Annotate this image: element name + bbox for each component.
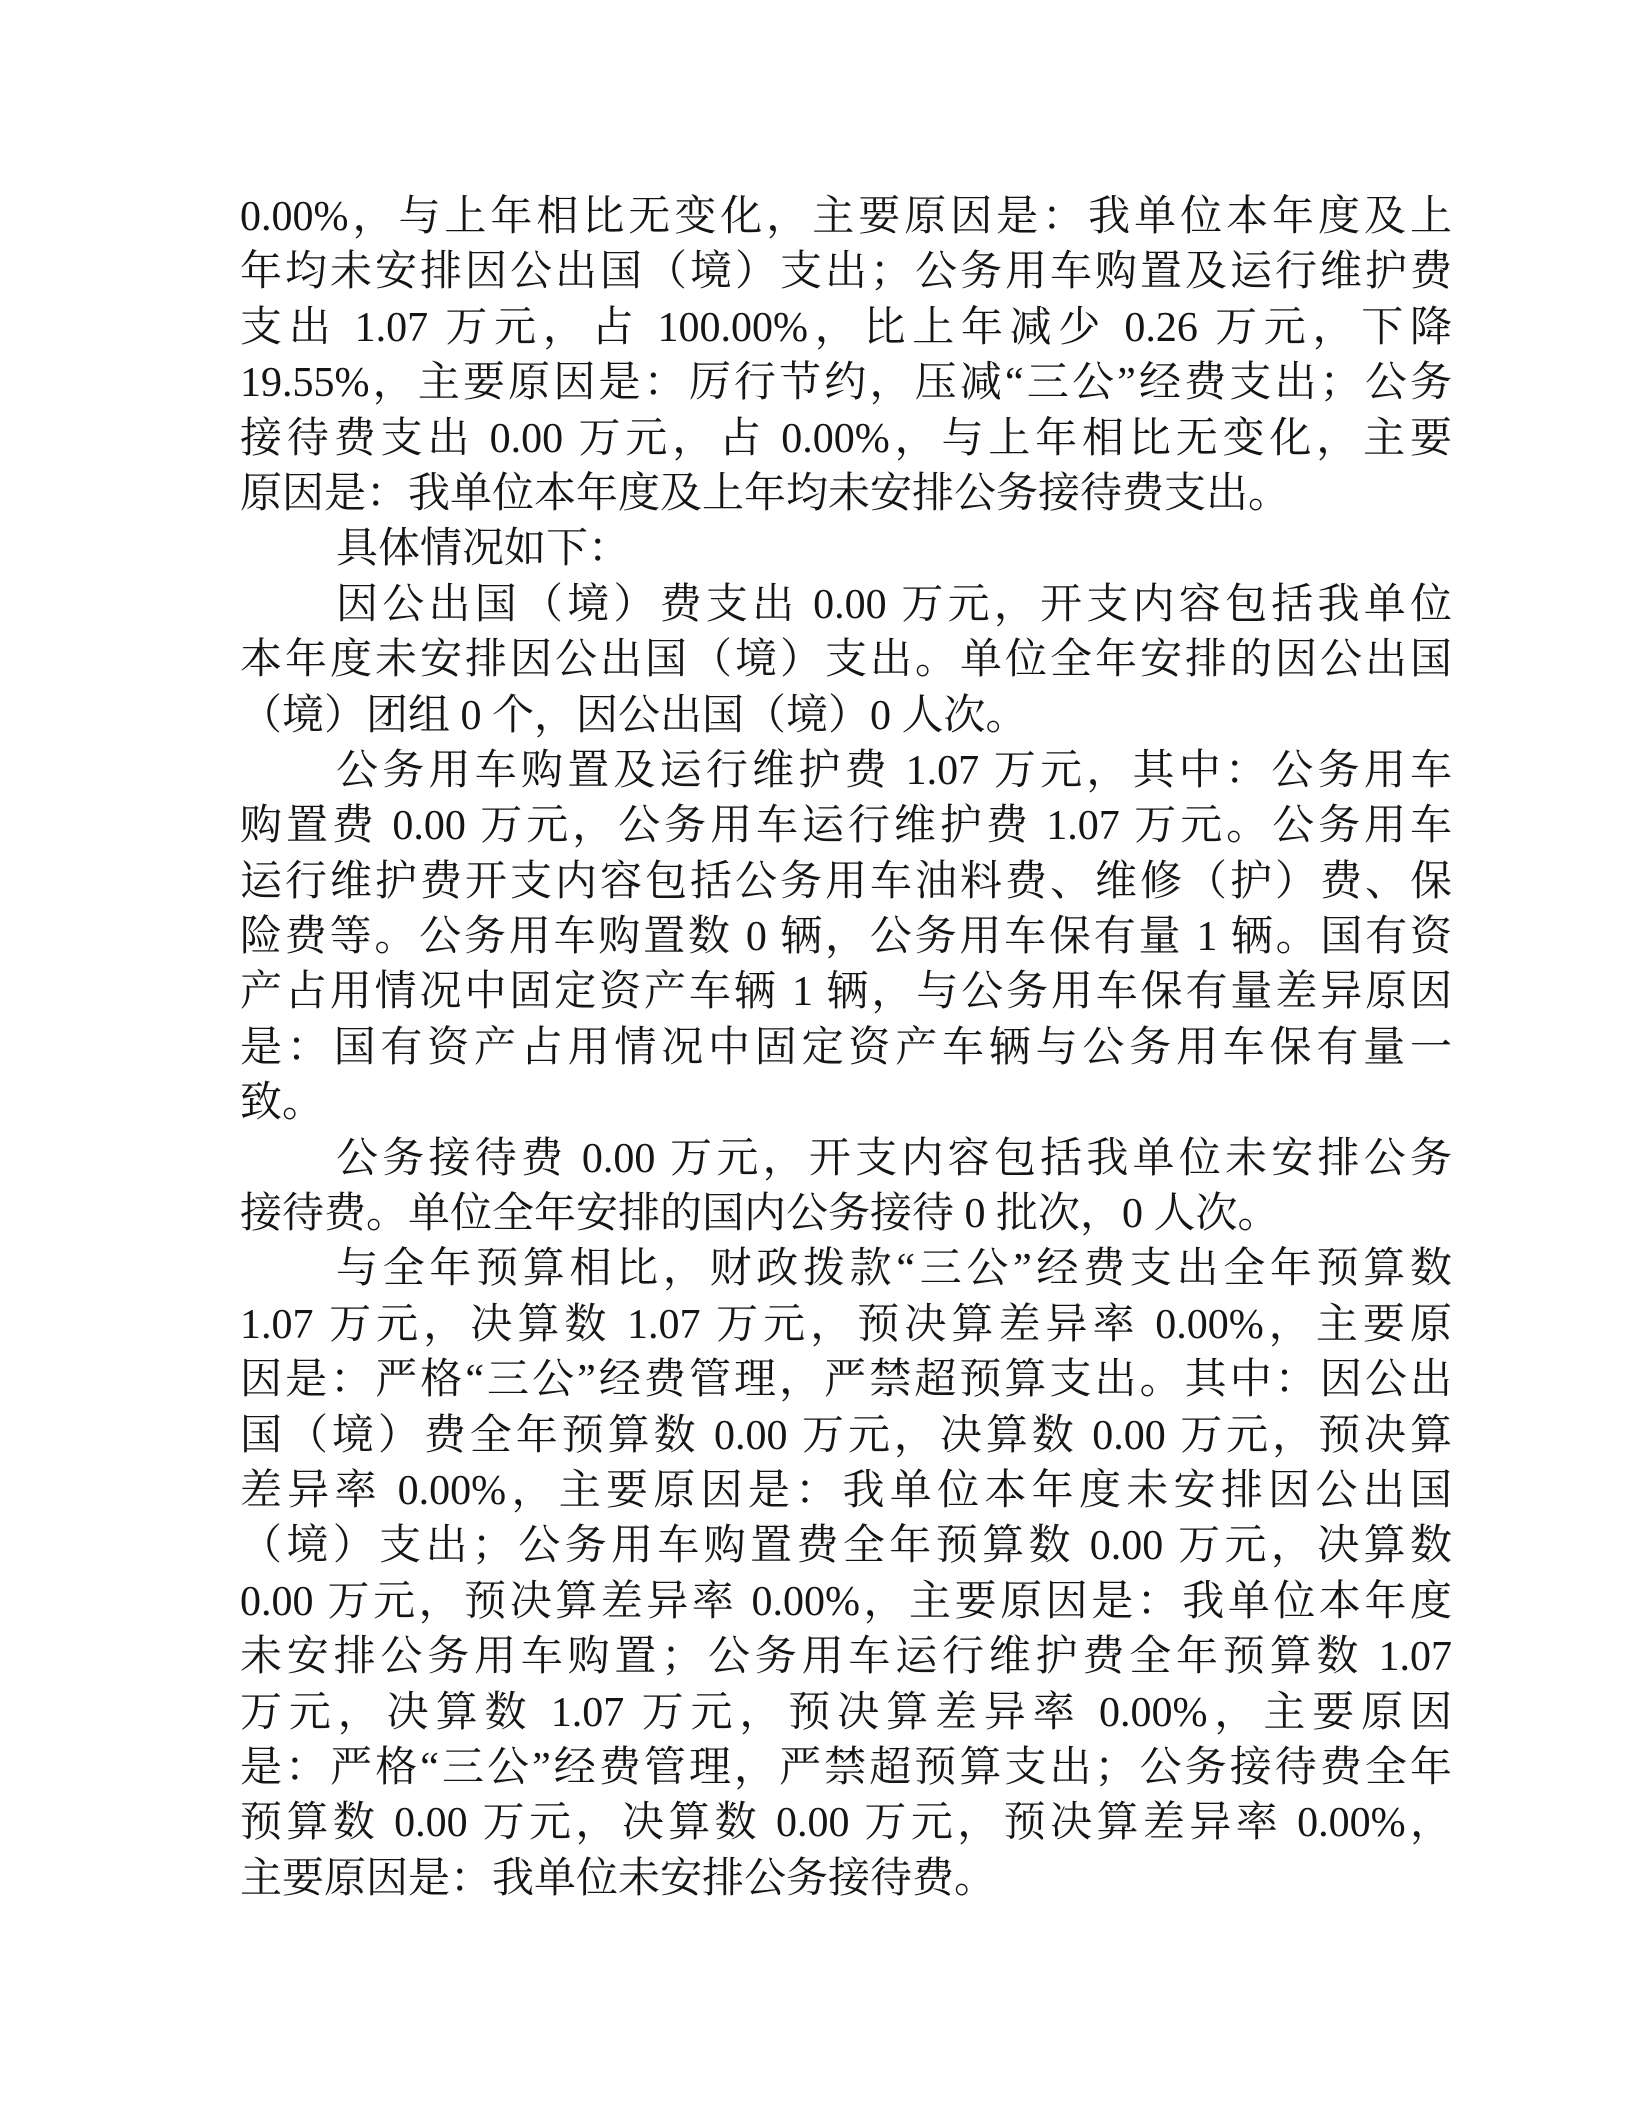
text-line: 公务接待费 0.00 万元，开支内容包括我单位未安排公务 — [336, 1135, 1452, 1182]
text-line: 与全年预算相比，财政拨款“三公”经费支出全年预算数 — [336, 1246, 1452, 1293]
text-line: 0.00%，与上年相比无变化，主要原因是：我单位本年度及上 — [240, 194, 1452, 240]
text-line: 预算数 0.00 万元，决算数 0.00 万元，预决算差异率 0.00%， — [240, 1800, 1452, 1847]
text-line: 是：国有资产占用情况中固定资产车辆与公务用车保有量一 — [240, 1024, 1452, 1071]
text-line: 是：严格“三公”经费管理，严禁超预算支出；公务接待费全年 — [240, 1744, 1452, 1791]
text-line: 未安排公务用车购置；公务用车运行维护费全年预算数 1.07 — [240, 1634, 1452, 1681]
text-line: 接待费。单位全年安排的国内公务接待 0 批次，0 人次。 — [240, 1191, 1280, 1238]
text-line: 万元，决算数 1.07 万元，预决算差异率 0.00%，主要原因 — [240, 1689, 1452, 1736]
text-line: （境）支出；公务用车购置费全年预算数 0.00 万元，决算数 — [240, 1523, 1452, 1570]
text-line: 本年度未安排因公出国（境）支出。单位全年安排的因公出国 — [240, 637, 1452, 684]
text-line: 致。 — [240, 1080, 325, 1127]
text-line: 产占用情况中固定资产车辆 1 辆，与公务用车保有量差异原因 — [240, 969, 1452, 1016]
text-line: 差异率 0.00%，主要原因是：我单位本年度未安排因公出国 — [240, 1467, 1452, 1514]
text-line: 公务用车购置及运行维护费 1.07 万元，其中：公务用车 — [336, 747, 1452, 794]
text-line: 19.55%，主要原因是：厉行节约，压减“三公”经费支出；公务 — [240, 360, 1452, 407]
text-line: 0.00 万元，预决算差异率 0.00%，主要原因是：我单位本年度 — [240, 1578, 1452, 1625]
text-line: 1.07 万元，决算数 1.07 万元，预决算差异率 0.00%，主要原 — [240, 1301, 1452, 1348]
document-body — [240, 190, 1452, 1907]
text-line: 具体情况如下： — [336, 526, 631, 573]
text-line: 原因是：我单位本年度及上年均未安排公务接待费支出。 — [240, 470, 1291, 517]
text-line: 购置费 0.00 万元，公务用车运行维护费 1.07 万元。公务用车 — [240, 803, 1452, 850]
text-line: 国（境）费全年预算数 0.00 万元，决算数 0.00 万元，预决算 — [240, 1412, 1452, 1459]
text-line: 支出 1.07 万元，占 100.00%，比上年减少 0.26 万元，下降 — [240, 304, 1452, 351]
text-line: 年均未安排因公出国（境）支出；公务用车购置及运行维护费 — [240, 249, 1452, 296]
text-line: 运行维护费开支内容包括公务用车油料费、维修（护）费、保 — [240, 858, 1452, 905]
text-line: 险费等。公务用车购置数 0 辆，公务用车保有量 1 辆。国有资 — [240, 914, 1452, 961]
text-line: 主要原因是：我单位未安排公务接待费。 — [240, 1855, 997, 1902]
text-line: （境）团组 0 个，因公出国（境）0 人次。 — [240, 692, 1028, 739]
text-line: 因是：严格“三公”经费管理，严禁超预算支出。其中：因公出 — [240, 1357, 1452, 1404]
text-line: 接待费支出 0.00 万元，占 0.00%，与上年相比无变化，主要 — [240, 415, 1452, 462]
text-line: 因公出国（境）费支出 0.00 万元，开支内容包括我单位 — [336, 581, 1452, 628]
